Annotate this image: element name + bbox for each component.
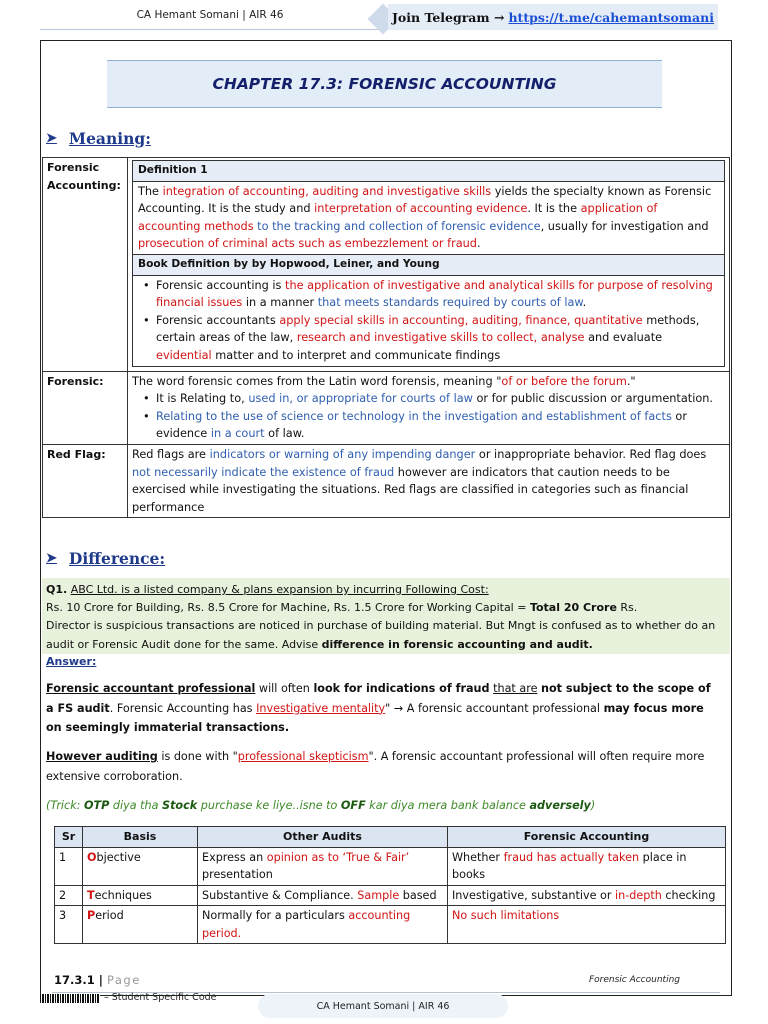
definition-1-text: The integration of accounting, auditing and investigative skills yields the specialty known as Forensic Accounting. It is the study and interpretation of accounting evidence. It is the application of accounting methods to the tracking and collection of forensic evidence, usually for investigation and prosecution of criminal acts such as embezzlement or fraud. bbox=[133, 181, 725, 254]
question-text: Director is suspicious transactions are noticed in purchase of building material. But Mngt is confused as to whether do an audit or Forensic Audit done for the same. Advise difference in forensic accounting and audit. bbox=[46, 619, 716, 651]
table-row: 1 Objective Express an opinion as to ‘True & Fair’ presentation Whether fraud has actually taken place in books bbox=[55, 847, 726, 885]
forensic-text: The word forensic comes from the Latin word forensis, meaning "of or before the forum." • It is Relating to, used in, or appropriate for courts of law or for public discussion or argumentation. • Relating to the use of science or technology in the investigation and establishment of facts or evidence in a court of law. bbox=[128, 371, 730, 444]
difference-heading-text: Difference: bbox=[68, 549, 166, 568]
difference-table bbox=[54, 826, 726, 944]
table-row: 2 Techniques Substantive & Compliance. Sample based Investigative, substantive or in-depth checking bbox=[55, 885, 726, 906]
list-item: • Forensic accountants apply special skills in accounting, auditing, finance, quantitative methods, certain areas of the law, research and investigative skills to collect, analyse and evaluate evidential matter and to interpret and communicate findings bbox=[138, 312, 719, 365]
header-author: CA Hemant Somani | AIR 46 bbox=[40, 0, 380, 30]
term-forensic: Forensic: bbox=[43, 371, 128, 444]
difference-heading bbox=[46, 549, 165, 568]
telegram-banner bbox=[388, 4, 718, 30]
footer-chapter-name: Forensic Accounting bbox=[588, 975, 680, 985]
row-forensic bbox=[43, 371, 730, 444]
meaning-heading-text: Meaning: bbox=[68, 129, 151, 148]
question-cost-line: Rs. 10 Crore for Building, Rs. 8.5 Crore for Machine, Rs. 1.5 Crore for Working Capital = Total 20 Crore Rs. bbox=[46, 601, 638, 615]
meaning-table bbox=[42, 157, 730, 518]
col-forensic-accounting: Forensic Accounting bbox=[448, 827, 726, 848]
book-definition-list bbox=[133, 275, 725, 366]
col-basis: Basis bbox=[83, 827, 198, 848]
col-sr: Sr bbox=[55, 827, 83, 848]
red-flag-text: Red flags are indicators or warning of any impending danger or inappropriate behavior. Red flag does not necessarily indicate the existence of fraud however are indicators that caution needs to be exercised while investigating the situations. Red flags are classified in categories such as financial performance bbox=[128, 444, 730, 517]
table-row: 3 Period Normally for a particulars accounting period. No such limitations bbox=[55, 906, 726, 944]
definitions-table bbox=[132, 160, 725, 367]
page-number: 17.3.1 | Page bbox=[54, 973, 141, 987]
term-red-flag: Red Flag: bbox=[43, 444, 128, 517]
question-line: ABC Ltd. is a listed company & plans expansion by incurring Following Cost: bbox=[70, 583, 489, 596]
arrow-icon: ➤ bbox=[46, 131, 57, 146]
col-other-audits: Other Audits bbox=[198, 827, 448, 848]
telegram-link[interactable]: https://t.me/cahemantsomani bbox=[508, 9, 714, 25]
forensic-accounting-defs bbox=[128, 158, 730, 372]
question-box bbox=[42, 578, 730, 654]
arrow-icon: ➤ bbox=[46, 551, 57, 566]
list-item: • It is Relating to, used in, or appropriate for courts of law or for public discussion or argumentation. bbox=[138, 390, 725, 408]
question-label: Q1. bbox=[46, 583, 68, 596]
list-item: • Relating to the use of science or technology in the investigation and establishment of facts or evidence in a court of law. bbox=[138, 408, 725, 443]
answer-label: Answer: bbox=[46, 655, 97, 668]
term-forensic-accounting: Forensic Accounting: bbox=[43, 158, 128, 372]
trick-mnemonic: (Trick: OTP diya tha Stock purchase ke liye..isne to OFF kar diya mera bank balance adversely) bbox=[46, 799, 596, 812]
answer-paragraph-1: Forensic accountant professional will often look for indications of fraud that are not subject to the scope of a FS audit. Forensic Accounting has Investigative mentality" → A forensic accountant professional may focus more on seemingly immaterial transactions. bbox=[46, 682, 711, 735]
barcode-icon bbox=[40, 994, 100, 1003]
table-header-row bbox=[55, 827, 726, 848]
row-red-flag bbox=[43, 444, 730, 517]
row-forensic-accounting bbox=[43, 158, 730, 372]
student-code-label: – Student Specific Code bbox=[104, 992, 217, 1003]
list-item: • Forensic accounting is the application of investigative and analytical skills for purpose of resolving financial issues in a manner that meets standards required by courts of law. bbox=[138, 277, 719, 312]
definition-1-title: Definition 1 bbox=[133, 161, 725, 182]
chapter-title: CHAPTER 17.3: FORENSIC ACCOUNTING bbox=[107, 60, 662, 108]
meaning-heading bbox=[46, 129, 151, 148]
book-definition-title: Book Definition by by Hopwood, Leiner, and Young bbox=[133, 254, 725, 275]
telegram-label: Join Telegram → bbox=[392, 9, 505, 25]
answer-paragraph-2: However auditing is done with "professional skepticism". A forensic accountant professional will often require more extensive corroboration. bbox=[46, 750, 705, 783]
footer-author: CA Hemant Somani | AIR 46 bbox=[258, 994, 508, 1018]
